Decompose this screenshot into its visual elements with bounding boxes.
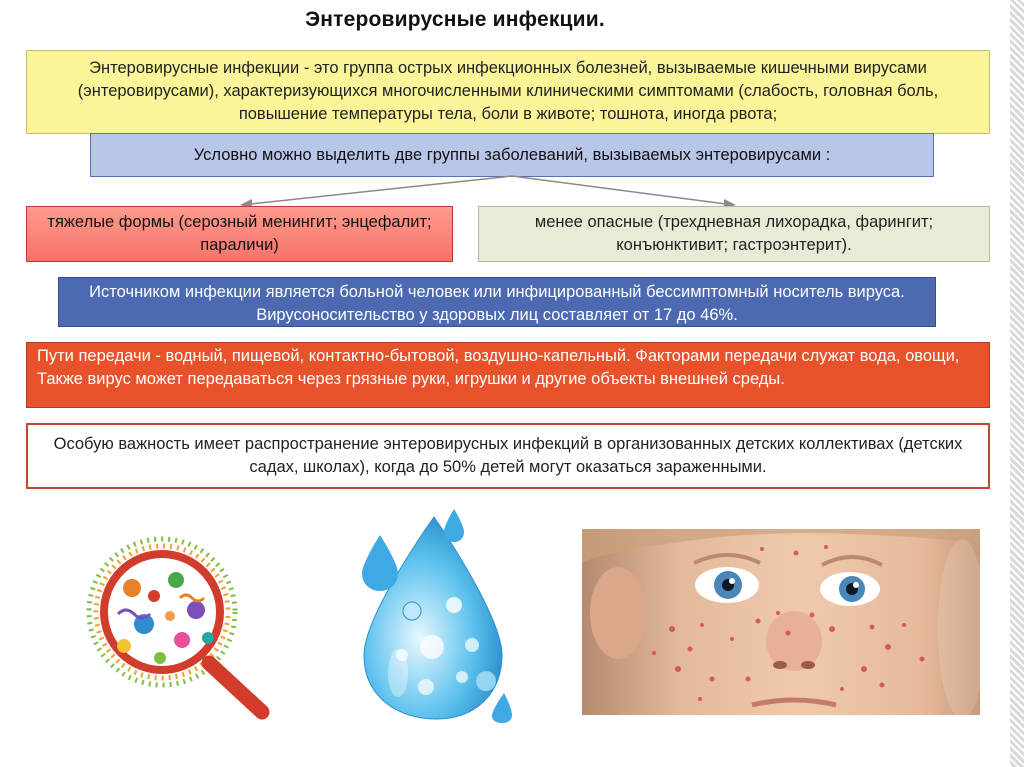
infection-source-text: Источником инфекции является больной человек или инфицированный бессимптомный носитель вируса. Вирусоносительство у здоровых лиц составляет от 17 до 46%. — [89, 283, 905, 324]
severe-forms-text: тяжелые формы (серозный менингит; энцефалит; параличи) — [47, 213, 432, 254]
page-title: Энтеровирусные инфекции. — [305, 8, 605, 31]
mild-forms-text: менее опасные (трехдневная лихорадка, фарингит; конъюнктивит; гастроэнтерит). — [534, 213, 934, 254]
mild-forms-box — [478, 206, 990, 262]
definition-text: Энтеровирусные инфекции - это группа острых инфекционных болезней, вызываемые кишечными вирусами (энтеровирусами), характеризующихся многочисленными клиническими симптомами (слабость, головная боль, повышение температуры тела, боли в животе; тошнота, иногда рвота; — [77, 59, 939, 123]
water-drop-icon — [342, 505, 522, 723]
transmission-routes-box — [26, 342, 990, 408]
infection-source-box — [58, 277, 936, 327]
arrow-right-line — [512, 176, 726, 204]
severe-forms-box — [26, 206, 453, 262]
arrow-left-line — [250, 176, 512, 204]
transmission-routes-text: Пути передачи - водный, пищевой, контактно-бытовой, воздушно-капельный. Факторами передачи служат вода, овощи, Также вирус может передаваться через грязные руки, игрушки и другие объекты внешней среды. — [37, 347, 960, 388]
importance-text: Особую важность имеет распространение энтеровирусных инфекций в организованных детских коллективах (детских садах, школах), когда до 50% детей могут оказаться зараженными. — [53, 435, 963, 476]
child-rash-photo — [582, 529, 980, 715]
groups-intro-text: Условно можно выделить две группы заболеваний, вызываемых энтеровирусами : — [193, 145, 831, 164]
magnifier-microbes-icon — [84, 528, 274, 723]
importance-box — [26, 423, 990, 489]
child-face-illustration — [582, 529, 980, 715]
